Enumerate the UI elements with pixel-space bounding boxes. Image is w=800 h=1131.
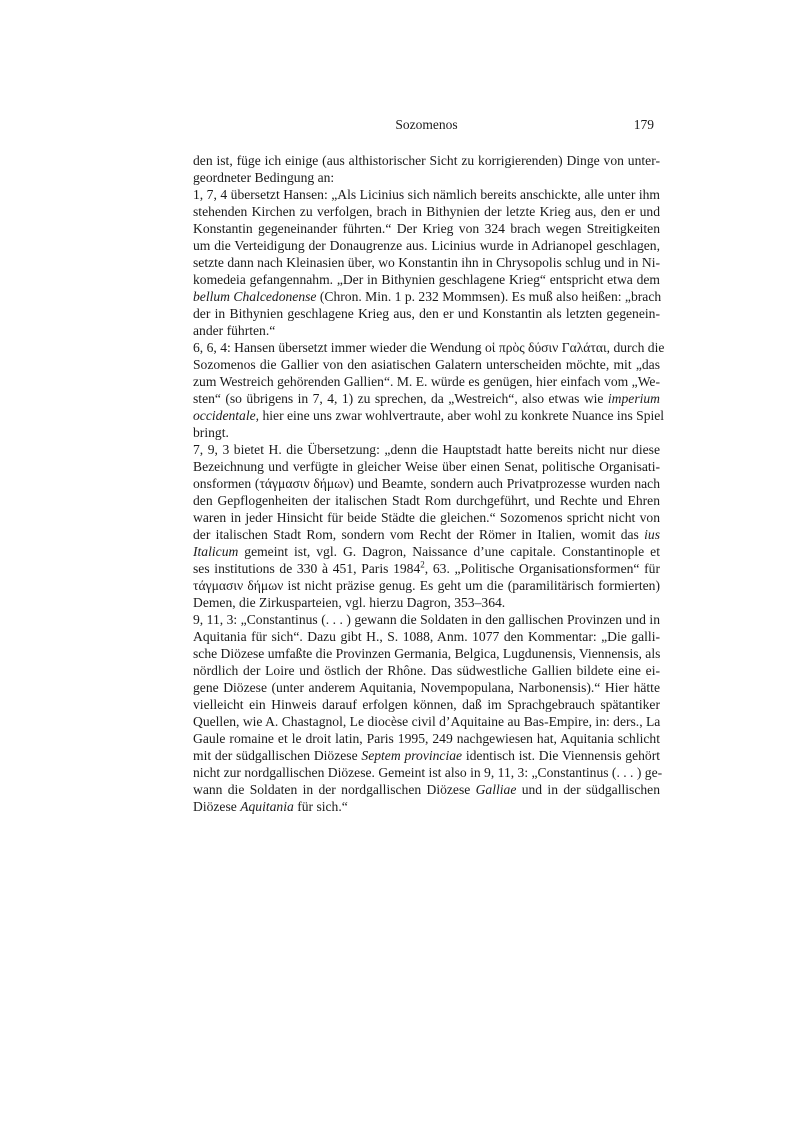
text-line [193,356,660,373]
text-run: gemeint ist, vgl. G. Dagron, Naissance d’une capitale. Constantinople et [238,544,660,559]
text-run: der italischen Stadt Rom, sondern vom Recht der Römer in Italien, womit das [193,527,645,542]
text-line [193,730,660,747]
text-line [193,373,660,390]
superscript: 2 [420,559,425,570]
text-line [193,526,660,543]
text-run: und in der südgallischen [516,782,660,797]
text-run: ses institutions de 330 à 451, Paris 1984 [193,561,421,576]
text-line [193,577,660,594]
text-run: stehenden Kirchen zu verfolgen, brach in Bithynien der letzte Krieg aus, den er und [193,204,660,219]
text-line [193,441,660,458]
text-line [193,475,660,492]
italic-text: Septem provinciae [361,748,463,763]
text-run: 7, 9, 3 bietet H. die Übersetzung: „denn die Hauptstadt hatte bereits nicht nur diese [193,442,660,457]
text-line [193,781,660,798]
text-run: identisch ist. Die Viennensis gehört [462,748,661,763]
text-run: der in Bithynien geschlagene Krieg aus, den er und Konstantin als letzten gegenein- [193,306,660,321]
paragraph [193,611,663,815]
body-text [193,152,665,815]
text-run: nicht zur nordgallischen Diözese. Gemeint ist also in 9, 11, 3: „Constantinus (. . . ) ge- [193,765,663,780]
text-run: τάγμασιν δήμων ist nicht präzise genug. Es geht um die (paramilitärisch formierten) [193,578,660,593]
text-line [193,271,660,288]
text-run: komedeia gefangennahm. „Der in Bithynien geschlagene Krieg“ entspricht etwa dem [193,272,660,287]
page-number: 179 [633,117,654,132]
text-run: , 63. „Politische Organisationsformen“ für [424,561,660,576]
text-line [193,169,660,186]
running-title: Sozomenos [395,117,458,132]
text-run: Gaule romaine et le droit latin, Paris 1995, 249 nachgewiesen hat, Aquitania schlicht [193,731,660,746]
text-run: Bezeichnung und verfügte in gleicher Weise über einen Senat, politische Organisati- [193,459,660,474]
text-run: (Chron. Min. 1 p. 232 Mommsen). Es muß also heißen: „brach [316,289,662,304]
text-run: waren in jeder Hinsicht für beide Städte die gleichen.“ Sozomenos spricht nicht von [193,510,660,525]
text-run: ander führten.“ [193,323,276,338]
text-run: hier eine uns zwar wohlvertraute, aber wohl zu konkrete Nuance ins Spiel [259,408,665,423]
text-line [193,152,660,169]
text-run: Demen, die Zirkusparteien, vgl. hierzu Dagron, 353–364. [193,595,506,610]
text-line [193,458,660,475]
text-line [193,560,660,577]
text-line [193,424,660,441]
text-run: wann die Soldaten in der nordgallischen Diözese [193,782,476,797]
text-run: sten“ (so übrigens in 7, 4, 1) zu sprechen, da „Westreich“, also etwas wie [193,391,608,406]
text-line [193,696,660,713]
text-line [193,220,660,237]
text-run: 9, 11, 3: „Constantinus (. . . ) gewann die Soldaten in den gallischen Provinzen und in [193,612,660,627]
text-run: nördlich der Loire und östlich der Rhône. Das südwestliche Gallien bildete eine ei- [193,663,660,678]
text-run: den ist, füge ich einige (aus althistorischer Sicht zu korrigierenden) Dinge von unter- [193,153,660,168]
text-line [193,305,660,322]
text-run: für sich.“ [293,799,348,814]
text-line [193,186,660,203]
text-line [193,543,660,560]
italic-text: occidentale, [193,408,260,423]
text-line [193,713,660,730]
text-line [193,492,660,509]
text-run: Aquitania für sich“. Dazu gibt H., S. 1088, Anm. 1077 den Kommentar: „Die galli- [193,629,660,644]
text-line [193,662,660,679]
text-run: setzte dann nach Kleinasien über, wo Konstantin ihn in Chrysopolis schlug und in Ni- [193,255,660,270]
text-run: bringt. [193,425,229,440]
italic-text: bellum Chalcedonense [193,289,317,304]
text-run: onsformen (τάγμασιν δήμων) und Beamte, sondern auch Privatprozesse wurden nach [193,476,660,491]
text-run: geordneter Bedingung an: [193,170,335,185]
text-line [193,628,660,645]
text-line [193,645,660,662]
text-run: Sozomenos die Gallier von den asiatischen Galatern unterscheiden möchte, mit „das [193,357,660,372]
text-line [193,339,665,356]
text-run: Konstantin gegeneinander führten.“ Der Krieg von 324 brach wegen Streitigkeiten [193,221,660,236]
running-header [193,117,660,135]
text-run: sche Diözese umfaßte die Provinzen Germania, Belgica, Lugdunensis, Viennensis, als [193,646,661,661]
text-line [193,611,660,628]
text-run: mit der südgallischen Diözese [193,748,362,763]
text-line [193,798,660,815]
text-line [193,390,660,407]
paragraph [193,339,665,441]
text-line [193,288,660,305]
text-line [193,679,660,696]
text-run: um die Verteidigung der Donaugrenze aus. Licinius wurde in Adrianopel geschlagen, [193,238,660,253]
text-run: vielleicht ein Hinweis darauf erfolgen können, daß im Sprachgebrauch spätantiker [193,697,660,712]
italic-text: Italicum [193,544,239,559]
text-line [193,594,660,611]
text-run: den Gepflogenheiten der italischen Stadt Rom durchgeführt, und Rechte und Ehren [193,493,660,508]
text-run: Diözese [193,799,241,814]
italic-text: Aquitania [240,799,294,814]
text-line [193,237,660,254]
text-line [193,254,660,271]
text-run: zum Westreich gehörenden Gallien“. M. E. würde es genügen, hier einfach vom „We- [193,374,660,389]
text-line [193,747,660,764]
paragraph [193,186,660,339]
text-run: 1, 7, 4 übersetzt Hansen: „Als Licinius sich nämlich bereits anschickte, alle unter ihm [193,187,660,202]
italic-text: Galliae [475,782,517,797]
text-line [193,407,665,424]
text-line [193,509,660,526]
text-line [193,764,663,781]
paragraph [193,152,660,186]
italic-text: ius [644,527,660,542]
text-line [193,203,660,220]
text-run: Quellen, wie A. Chastagnol, Le diocèse civil d’Aquitaine au Bas-Empire, in: ders., La [193,714,661,729]
italic-text: imperium [607,391,660,406]
text-run: 6, 6, 4: Hansen übersetzt immer wieder die Wendung οἱ πρὸς δύσιν Γαλάται, durch die [193,340,665,355]
text-line [193,322,660,339]
text-run: gene Diözese (unter anderem Aquitania, Novempopulana, Narbonensis).“ Hier hätte [193,680,660,695]
paragraph [193,441,660,611]
